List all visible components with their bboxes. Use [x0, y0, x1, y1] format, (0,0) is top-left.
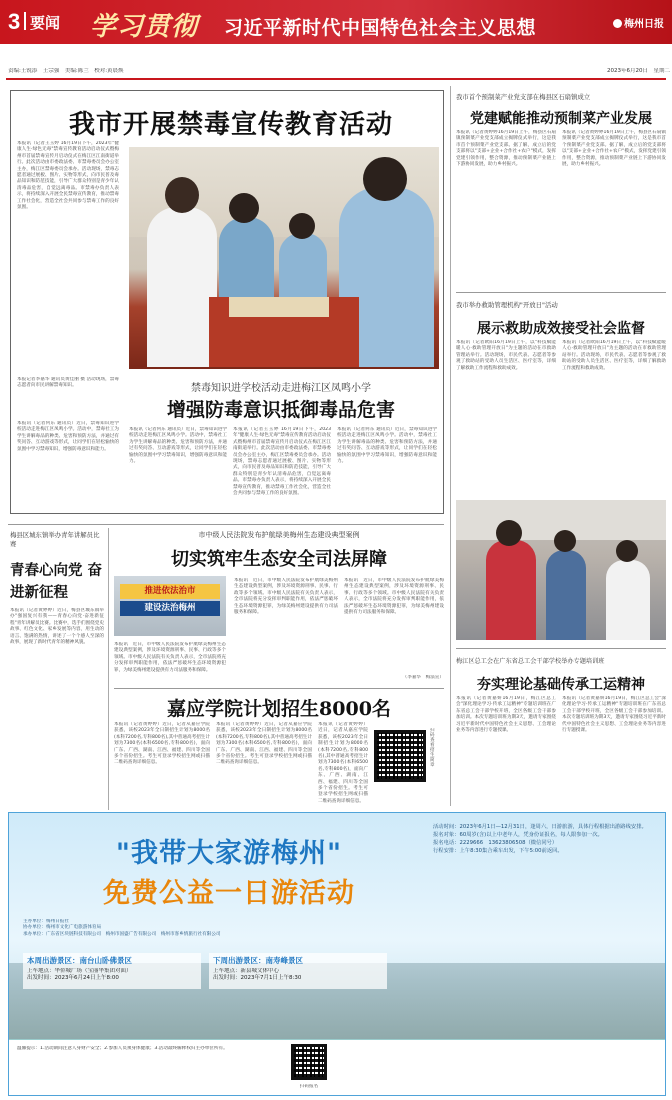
eco-body-a: 本报讯 近日，市中级人民法院发布护航绿美梅州生态建设典型案例，涉及环境资源刑事、民事、行政等多个领域。市中级人民法院有关负责人表示，全市法院将充分发挥审判职能作用，依法严惩破坏生态环境资源犯罪，为绿美梅州建设提供有力司法服务和保障。 [114, 642, 226, 673]
left-kicker: 梅县区城东镇举办青年讲解员比赛 [10, 531, 100, 548]
sign-line1: 推进依法治市 [120, 584, 220, 599]
sub1-title: 增强防毒意识抵御毒品危害 [166, 399, 395, 421]
right1-kicker: 我市首个预制菜产业党支部在梅县区石扇镇成立 [456, 93, 591, 101]
ad-route2 [209, 953, 387, 989]
sub1-body-col3: 本报讯（记者王玉婷 16月19日下午，2023年"健康人生·绿色无毒"禁毒宣传教育活动启动仪式暨梅州市首届禁毒宣传月启动仪式在梅江区江南街道举行。此次活动由市委政法委、市禁毒委员会办公室主办，梅江区禁毒委员会承办。活动现场，禁毒志愿者通过展板、图片、实物等形式，向市民普及毒品知识和防范技能，引导广大群众特别是青少年认清毒品危害，自觉远离毒品。市禁毒办负责人表示，将持续深入开展全民禁毒宣传教育，推动禁毒工作社会化，营造全社会共同参与禁毒工作的良好氛围。 [233, 427, 331, 497]
school-body-c: 本报讯（记者黄婷婷）近日，记者从嘉应学院获悉，该校2023年全日制招生计划为8000名(本科7200名,专科800名),其中普通高考招生计划为7300名(本科6500名,专科800名)，面向广东、广西、湖南、江西、福建、四川等全国多个省份招生。考生可登录学校招生网或扫描二维码查询详细信息。 [318, 722, 368, 804]
ad-notes-box [9, 1039, 666, 1096]
eco-body-b: 本报讯 近日，市中级人民法院发布护航绿美梅州生态建设典型案例，涉及环境资源刑事、民事、行政等多个领域。市中级人民法院有关负责人表示，全市法院将充分发挥审判职能作用，依法严惩破坏生态环境资源犯罪，为绿美梅州建设提供有力司法服务和保障。 [234, 578, 338, 616]
brush-title: 学习贯彻 [90, 12, 199, 42]
right3-body-b: 本报讯（记者黄嘉妍16月19日，梅江区总工会"深化理论学习·传承工运精神"专题培训班在广东省总工会干部学校开班，全区各级工会干部参加培训。本次专题培训班为期3天，邀请专家围绕习近平新时代中国特色社会主义思想、工会理论业务等内容进行专题授课。 [562, 696, 666, 734]
ad-notes: 温馨提示：1.活动期间注意人身财产安全；2.参加人员须身体健康；3.活动最终解释权归主办单位所有。 [17, 1046, 228, 1051]
lead-story-box [10, 90, 444, 514]
right2-body-a: 本报讯（记者欧阳16月19日上午，以"科技赋能暖人心·救助管理开放日"为主题的活动在市救助管理站举行。活动现场，市民代表、志愿者等参观了救助站的受助人员生活区、医疗室等，详细了解救助工作流程和救助成效。 [456, 340, 556, 371]
route1-text: 上车地点：华侨城广场（宝丽华集团对面） 出发时间：2023年6月24日上午8:00 [27, 968, 132, 981]
right3-body-a: 本报讯（记者黄嘉妍16月19日，梅江区总工会"深化理论学习·传承工运精神"专题培训班在广东省总工会干部学校开班，全区各级工会干部参加培训。本次专题培训班为期3天，邀请专家围绕习近平新时代中国特色社会主义思想、工会理论业务等内容进行专题授课。 [456, 696, 556, 734]
route2-title: 下周出游景区：南寿峰景区 [213, 956, 303, 965]
lead-title: 我市开展禁毒宣传教育活动 [68, 110, 393, 140]
ad-qr-code[interactable] [291, 1044, 327, 1080]
sub1-body-col4: 本报讯（记者何东 通讯员）近日，禁毒知识进学校活动走进梅江区凤鸣小学。活动中，禁毒社工为学生讲解毒品的种类、危害和预防方法，并通过有奖问答、互动游戏等形式，让同学们在轻松愉快的氛围中学习禁毒知识，增强防毒意识和能力。 [337, 427, 437, 465]
right1-body-a: 本报讯（记者黄婷婷16月19日上午，梅县区石扇镇预制菜产业党支部成立揭牌仪式举行，这是我市首个预制菜产业党支部。据了解，成立后的党支部将以"支部+企业+合作社+农户"模式，发挥党建引领作用，整合资源，推动预制菜产业链上下游协同发展，助力乡村振兴。 [456, 130, 556, 168]
masthead-headline: 习近平新时代中国特色社会主义思想 [224, 17, 537, 39]
school-body-a: 本报讯（记者黄婷婷）近日，记者从嘉应学院获悉，该校2023年全日制招生计划为8000名(本科7200名,专科800名),其中普通高考招生计划为7300名(本科6500名,专科800名)，面向广东、广西、湖南、江西、福建、四川等全国多个省份招生。考生可登录学校招生网或扫描二维码查询详细信息。 [114, 722, 210, 766]
paper-logo [613, 15, 664, 30]
right3-title: 夯实理论基础传承工运精神 [477, 677, 645, 693]
sub1-body-col2: 本报讯（记者何东 通讯员）近日，禁毒知识进学校活动走进梅江区凤鸣小学。活动中，禁毒社工为学生讲解毒品的种类、危害和预防方法，并通过有奖问答、互动游戏等形式，让同学们在轻松愉快的氛围中学习禁毒知识，增强防毒意识和能力。 [129, 427, 227, 465]
ad-qr-caption: 扫码报名 [299, 1084, 319, 1089]
ad-watermark: 梅州日报 [591, 1070, 647, 1086]
route1-title: 本周出游景区：南台山卧佛景区 [27, 956, 132, 965]
sub1-kicker: 禁毒知识进学校活动走进梅江区凤鸣小学 [191, 383, 371, 394]
left-body: 本报讯（记者黄婷婷）近日，梅县区城东镇举办"强国复兴有我——青春心向党·奋进新征程"青年讲解员比赛。比赛中，选手们围绕党史故事、红色文化、家乡发展等内容，用生动的语言、饱满的热情，讲述了一个个感人至深的故事，展现了新时代青年的精神风貌。 [10, 608, 104, 646]
school-qr-code[interactable] [374, 730, 426, 782]
right2-title: 展示救助成效接受社会监督 [477, 321, 645, 337]
lead-body: 本报讯（记者王玉婷 16月19日下午，2023年"健康人生·绿色无毒"禁毒宣传教育活动启动仪式暨梅州市首届禁毒宣传月启动仪式在梅江区江南街道举行。此次活动由市委政法委、市禁毒委员会办公室主办，梅江区禁毒委员会承办。活动现场，禁毒志愿者通过展板、图片、实物等形式，向市民普及毒品知识和防范技能，引导广大群众特别是青少年认清毒品危害，自觉远离毒品。市禁毒办负责人表示，将持续深入开展全民禁毒宣传教育，推动禁毒工作社会化，营造全社会共同参与禁毒工作的良好氛围。 [17, 141, 119, 211]
route2-text: 上车地点：新县城文体中心 出发时间：2023年7月1日上午8:30 [213, 968, 302, 981]
eco-byline: （李嘉华 梅法宣） [402, 675, 444, 680]
school-qr-caption: 扫码查看招生简章 [430, 728, 435, 768]
ad-info: 活动时间：2023年6月1日—12月31日，逢周六，日游旅游，具体行程根据出游路线安排。 报名对象：60周岁(含)以上中老年人，凭身份证报名，每人限参加一次。 报名电话：2229666 13623806508（微信同号） 行程安排：上午8:30集合乘车出发，下午5:00前返回。 [433, 824, 647, 854]
ad-route1 [23, 953, 201, 989]
right2-kicker: 我市举办救助管理机构"开放日"活动 [456, 301, 558, 309]
lead-photo [129, 147, 439, 369]
sub1-body-col1: 本报讯（记者何东 通讯员）近日，禁毒知识进学校活动走进梅江区凤鸣小学。活动中，禁毒社工为学生讲解毒品的种类、危害和预防方法，并通过有奖问答、互动游戏等形式，让同学们在轻松愉快的氛围中学习禁毒知识，增强防毒意识和能力。 [17, 421, 119, 452]
lead-photo-caption: 本报记者李嘉华 通讯员黄佳丽 摄 活动现场，禁毒志愿者向市民讲解禁毒知识。 [17, 377, 119, 389]
ad-title2: 免费公益一日游活动 [103, 878, 355, 909]
logo-icon [613, 19, 622, 28]
paper-name: 梅州日报 [624, 19, 664, 30]
eco-body-c: 本报讯 近日，市中级人民法院发布护航绿美梅州生态建设典型案例，涉及环境资源刑事、民事、行政等多个领域。市中级人民法院有关负责人表示，全市法院将充分发挥审判职能作用，依法严惩破坏生态环境资源犯罪，为绿美梅州建设提供有力司法服务和保障。 [344, 578, 444, 616]
right1-body-b: 本报讯（记者黄婷婷16月19日上午，梅县区石扇镇预制菜产业党支部成立揭牌仪式举行，这是我市首个预制菜产业党支部。据了解，成立后的党支部将以"支部+企业+合作社+农户"模式，发挥党建引领作用，整合资源，推动预制菜产业链上下游协同发展，助力乡村振兴。 [562, 130, 666, 168]
ad-banner [8, 812, 666, 1096]
editors-line: 责编:王锐添 王宗强 美编:陈兰 校对:黄晨焕 [8, 68, 124, 74]
issue-date: 2023年6月20日 星期二 [607, 68, 670, 74]
masthead [0, 0, 672, 44]
sign-line2: 建设法治梅州 [120, 601, 220, 616]
left-title: 青春心向党 奋进新征程 [10, 562, 103, 601]
right3-kicker: 梅江区总工会在广东省总工会干部学校举办专题培训班 [456, 658, 605, 665]
section-label: 要闻 [24, 12, 60, 30]
right2-photo [456, 500, 666, 640]
school-body-b: 本报讯（记者黄婷婷）近日，记者从嘉应学院获悉，该校2023年全日制招生计划为8000名(本科7200名,专科800名),其中普通高考招生计划为7300名(本科6500名,专科800名)，面向广东、广西、湖南、江西、福建、四川等全国多个省份招生。考生可登录学校招生网或扫描二维码查询详细信息。 [216, 722, 312, 766]
eco-title: 切实筑牢生态安全司法屏障 [171, 549, 387, 570]
school-title: 嘉应学院计划招生8000名 [167, 698, 391, 720]
right1-title: 党建赋能推动预制菜产业发展 [470, 111, 652, 127]
ad-organizers: 主办单位：梅州日报社 协办单位：梅州市文化广电旅游体育局 承办单位：广东省区块链科技有限公司 梅州市国盛广告有限公司 梅州市客乡情旅行社有限公司 [23, 919, 221, 937]
page-number: 3 [8, 9, 21, 34]
eco-sign-photo [114, 576, 226, 636]
ad-title1: "我带大家游梅州" [115, 838, 343, 869]
right2-body-b: 本报讯（记者欧阳16月19日上午，以"科技赋能暖人心·救助管理开放日"为主题的活动在市救助管理站举行。活动现场，市民代表、志愿者等参观了救助站的受助人员生活区、医疗室等，详细了解救助工作流程和救助成效。 [562, 340, 666, 371]
eco-kicker: 市中级人民法院发布护航绿美梅州生态建设典型案例 [198, 531, 360, 539]
